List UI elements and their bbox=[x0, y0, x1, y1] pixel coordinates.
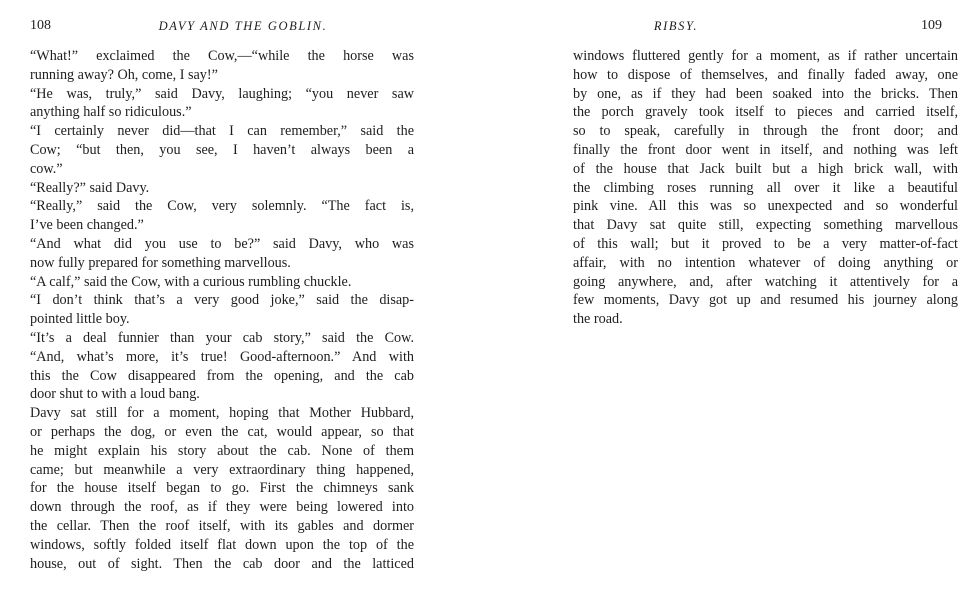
text-line: “I certainly never did—that I can remember,” said the bbox=[30, 123, 414, 140]
text-line: of this wall; but it proved to be a very matter-of-fact bbox=[573, 235, 958, 252]
text-line: “It’s a deal funnier than your cab story,” said the Cow. bbox=[30, 329, 414, 346]
text-line: the climbing roses running all over it like a beautiful bbox=[573, 179, 958, 196]
text-line: I’ve been changed.” bbox=[30, 217, 144, 234]
text-line: pink vine. All this was so unexpected and so wonderful bbox=[573, 198, 958, 215]
running-head: DAVY AND THE GOBLIN. bbox=[158, 19, 328, 33]
text-line: the road. bbox=[573, 311, 623, 328]
text-line: “What!” exclaimed the Cow,—“while the horse was bbox=[30, 48, 414, 64]
page-number: 108 bbox=[30, 18, 51, 33]
text-line: so to speak, carefully in through the front door; and bbox=[573, 123, 958, 140]
text-line: or perhaps the dog, or even the cat, would appear, so that bbox=[30, 423, 414, 440]
page-number: 109 bbox=[921, 18, 942, 33]
body-text bbox=[30, 47, 414, 573]
text-line: Davy sat still for a moment, hoping that Mother Hubbard, bbox=[30, 405, 414, 422]
text-line: the cellar. Then the roof itself, with its gables and dormer bbox=[30, 517, 414, 534]
text-line: windows fluttered gently for a moment, as if rather uncertain bbox=[573, 48, 958, 64]
text-line: affair, with no intention whatever of doing anything or bbox=[573, 254, 958, 271]
text-line: by one, as if they had been soaked into the bricks. Then bbox=[573, 85, 958, 102]
text-line: how to dispose of themselves, and finally faded away, one bbox=[573, 66, 958, 83]
text-line: house, out of sight. Then the cab door and the latticed bbox=[30, 555, 414, 572]
text-line: he might explain his story about the cab. None of them bbox=[30, 442, 414, 459]
text-line: “And what did you use to be?” said Davy, who was bbox=[30, 235, 414, 252]
text-line: cow.” bbox=[30, 160, 63, 177]
text-line: for the house itself began to go. First the chimneys sank bbox=[30, 480, 414, 497]
right-page bbox=[486, 0, 972, 595]
text-line: “Really,” said the Cow, very solemnly. “The fact is, bbox=[30, 198, 414, 215]
text-line: “I don’t think that’s a very good joke,” said the disap- bbox=[30, 292, 414, 309]
text-line: of the house that Jack built but a high brick wall, with bbox=[573, 160, 958, 177]
text-line: going anywhere, and, after watching it attentively for a bbox=[573, 273, 958, 290]
text-line: “A calf,” said the Cow, with a curious rumbling chuckle. bbox=[30, 273, 352, 290]
text-line: “And, what’s more, it’s true! Good-afternoon.” And with bbox=[30, 348, 414, 365]
text-line: “Really?” said Davy. bbox=[30, 179, 150, 196]
text-line: the porch gravely took itself to pieces and carried itself, bbox=[573, 104, 958, 121]
text-line: finally the front door went in itself, and nothing was left bbox=[573, 141, 958, 158]
text-line: now fully prepared for something marvellous. bbox=[30, 254, 291, 271]
text-line: windows, softly folded itself flat down upon the top of the bbox=[30, 536, 414, 553]
text-line: few moments, Davy got up and resumed his journey along bbox=[573, 292, 958, 309]
running-head: RIBSY. bbox=[653, 19, 699, 33]
body-text bbox=[573, 47, 958, 329]
text-line: Cow; “but then, you see, I haven’t always been a bbox=[30, 141, 414, 158]
text-line: that Davy sat quite still, expecting something marvellous bbox=[573, 217, 958, 234]
text-line: door shut to with a loud bang. bbox=[30, 386, 200, 403]
text-line: anything half so ridiculous.” bbox=[30, 104, 192, 121]
text-line: down through the roof, as if they were being lowered into bbox=[30, 499, 414, 516]
text-line: this the Cow disappeared from the opening, and the cab bbox=[30, 367, 414, 384]
text-line: “He was, truly,” said Davy, laughing; “you never saw bbox=[30, 85, 414, 102]
text-line: pointed little boy. bbox=[30, 311, 130, 328]
text-line: came; but meanwhile a very extraordinary thing happened, bbox=[30, 461, 414, 478]
text-line: running away? Oh, come, I say!” bbox=[30, 66, 218, 83]
